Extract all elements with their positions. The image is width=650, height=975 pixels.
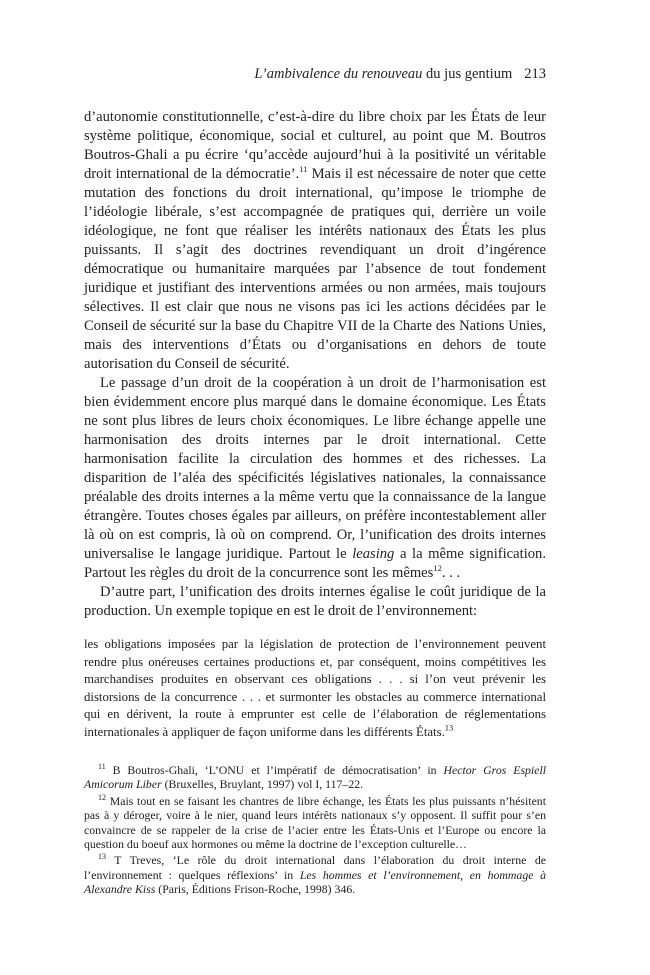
running-header (254, 64, 546, 84)
block-quote (84, 636, 546, 741)
main-text (84, 108, 546, 741)
paragraph-3-text: D’autre part, l’unification des droits internes égalise le coût juridique de la production. Un exemple topique en est le droit de l’environnement: (84, 584, 546, 619)
paragraph-2 (84, 374, 546, 583)
footnote-number: 12 (98, 792, 106, 802)
paragraph-3 (84, 583, 546, 621)
paragraph-1-text-b: Mais il est nécessaire de noter que cette mutation des fonctions du droit international, qu’impose le triomphe de l’idéologie libérale, s’est accompagnée de pratiques qui, derrière un voile idéologique, ne font que réaliser les intérêts nationaux des États les plus puissants. Il s’agit des doctrines revendiquant un droit d’ingérence démocratique ou humanitaire marquées par l’absence de tout fondement juridique et justifiant des interventions armées ou non armées, mais toujours sélectives. Il est clair que nous ne visons pas ici les actions décidées par le Conseil de sécurité sur la base du Chapitre VII de la Charte des Nations Unies, mais des interventions d’États ou d’organisations en dehors de toute autorisation du Conseil de sécurité. (84, 166, 546, 372)
paragraph-2-italic: leasing (352, 546, 395, 562)
footnote-ref-12: 12 (433, 563, 442, 574)
footnote-number: 11 (98, 762, 106, 772)
header-title-italic: L’ambivalence du renouveau (254, 66, 423, 82)
footnote-ref-11: 11 (299, 164, 308, 175)
footnote-13 (84, 853, 546, 896)
paragraph-2-text-b: a la même signification. Partout les règles du droit de la concurrence sont les mêmes (84, 546, 546, 581)
footnote-text: B Boutros-Ghali, ‘L’ONU et l’impératif de démocratisation’ in (112, 763, 444, 777)
footnote-text: Mais tout en se faisant les chantres de libre échange, les États les plus puissants n’hésitent pas à y déroger, voire à le nier, quand leurs intérêts nationaux s’y opposent. Il suffit pour s’en convaincre de se rappeler de la crise de l’acier entre les États-Unis et l’Europe ou encore la question du boeuf aux hormones ou même la doctrine de l’exception culturelle… (84, 793, 546, 852)
page-number: 213 (524, 66, 546, 82)
paragraph-2-text-a: Le passage d’un droit de la coopération à un droit de l’harmonisation est bien évidemment encore plus marqué dans le domaine économique. Les États ne sont plus libres de leurs choix économiques. Le libre échange appelle une harmonisation des droits internes par le droit international. Cette harmonisation facilite la circulation des hommes et des richesses. La disparition de l’aléa des spécificités législatives nationales, la connaissance préalable des droits internes a la même vertu que la connaissance de la langue étrangère. Toutes choses égales par ailleurs, on préfère incontestablement aller là où on est compris, là où on comprend. Or, l’unification des droits internes universalise le langage juridique. Partout le (84, 375, 546, 562)
footnote-12 (84, 794, 546, 852)
block-quote-text: les obligations imposées par la législation de protection de l’environnement peuvent rendre plus onéreuses certaines productions et, par conséquent, moins compétitives les marchandises produites en observant ces obligations . . . si l’on veut prévenir les distorsions de la concurrence . . . et surmonter les obstacles au commerce international qui en dérivent, la route à emprunter est celle de l’élaboration de réglementations internationales à appliquer de façon uniforme dans les différents États. (84, 637, 546, 739)
footnote-11 (84, 763, 546, 792)
footnote-number: 13 (98, 852, 106, 862)
paragraph-1 (84, 108, 546, 374)
paragraph-1-text-a: d’autonomie constitutionnelle, c’est-à-dire du libre choix par les États de leur système politique, économique, social et culturel, au point que M. Boutros Boutros-Ghali a pu écrire ‘qu’accède aujourd’hui à la positivité un véritable droit international de la démocratie’. (84, 109, 546, 182)
footnote-italic: Hector Gros Espiell Amicorum Liber (84, 763, 547, 792)
footnote-text: (Paris, Éditions Frison-Roche, 1998) 346. (155, 882, 356, 897)
footnote-italic: Les hommes et l’environnement, en hommage à Alexandre Kiss (84, 867, 547, 897)
footnote-ref-13: 13 (444, 722, 454, 733)
footnote-text: T Treves, ‘Le rôle du droit international dans l’élaboration du droit interne de l’environnement : quelques réflexions’ in (84, 853, 546, 882)
footnotes (84, 763, 546, 899)
paragraph-2-ellipsis: . . . (441, 565, 461, 581)
footnote-text: (Bruxelles, Bruylant, 1997) vol I, 117–22. (161, 777, 364, 792)
header-title-rest: du jus gentium (422, 66, 513, 82)
